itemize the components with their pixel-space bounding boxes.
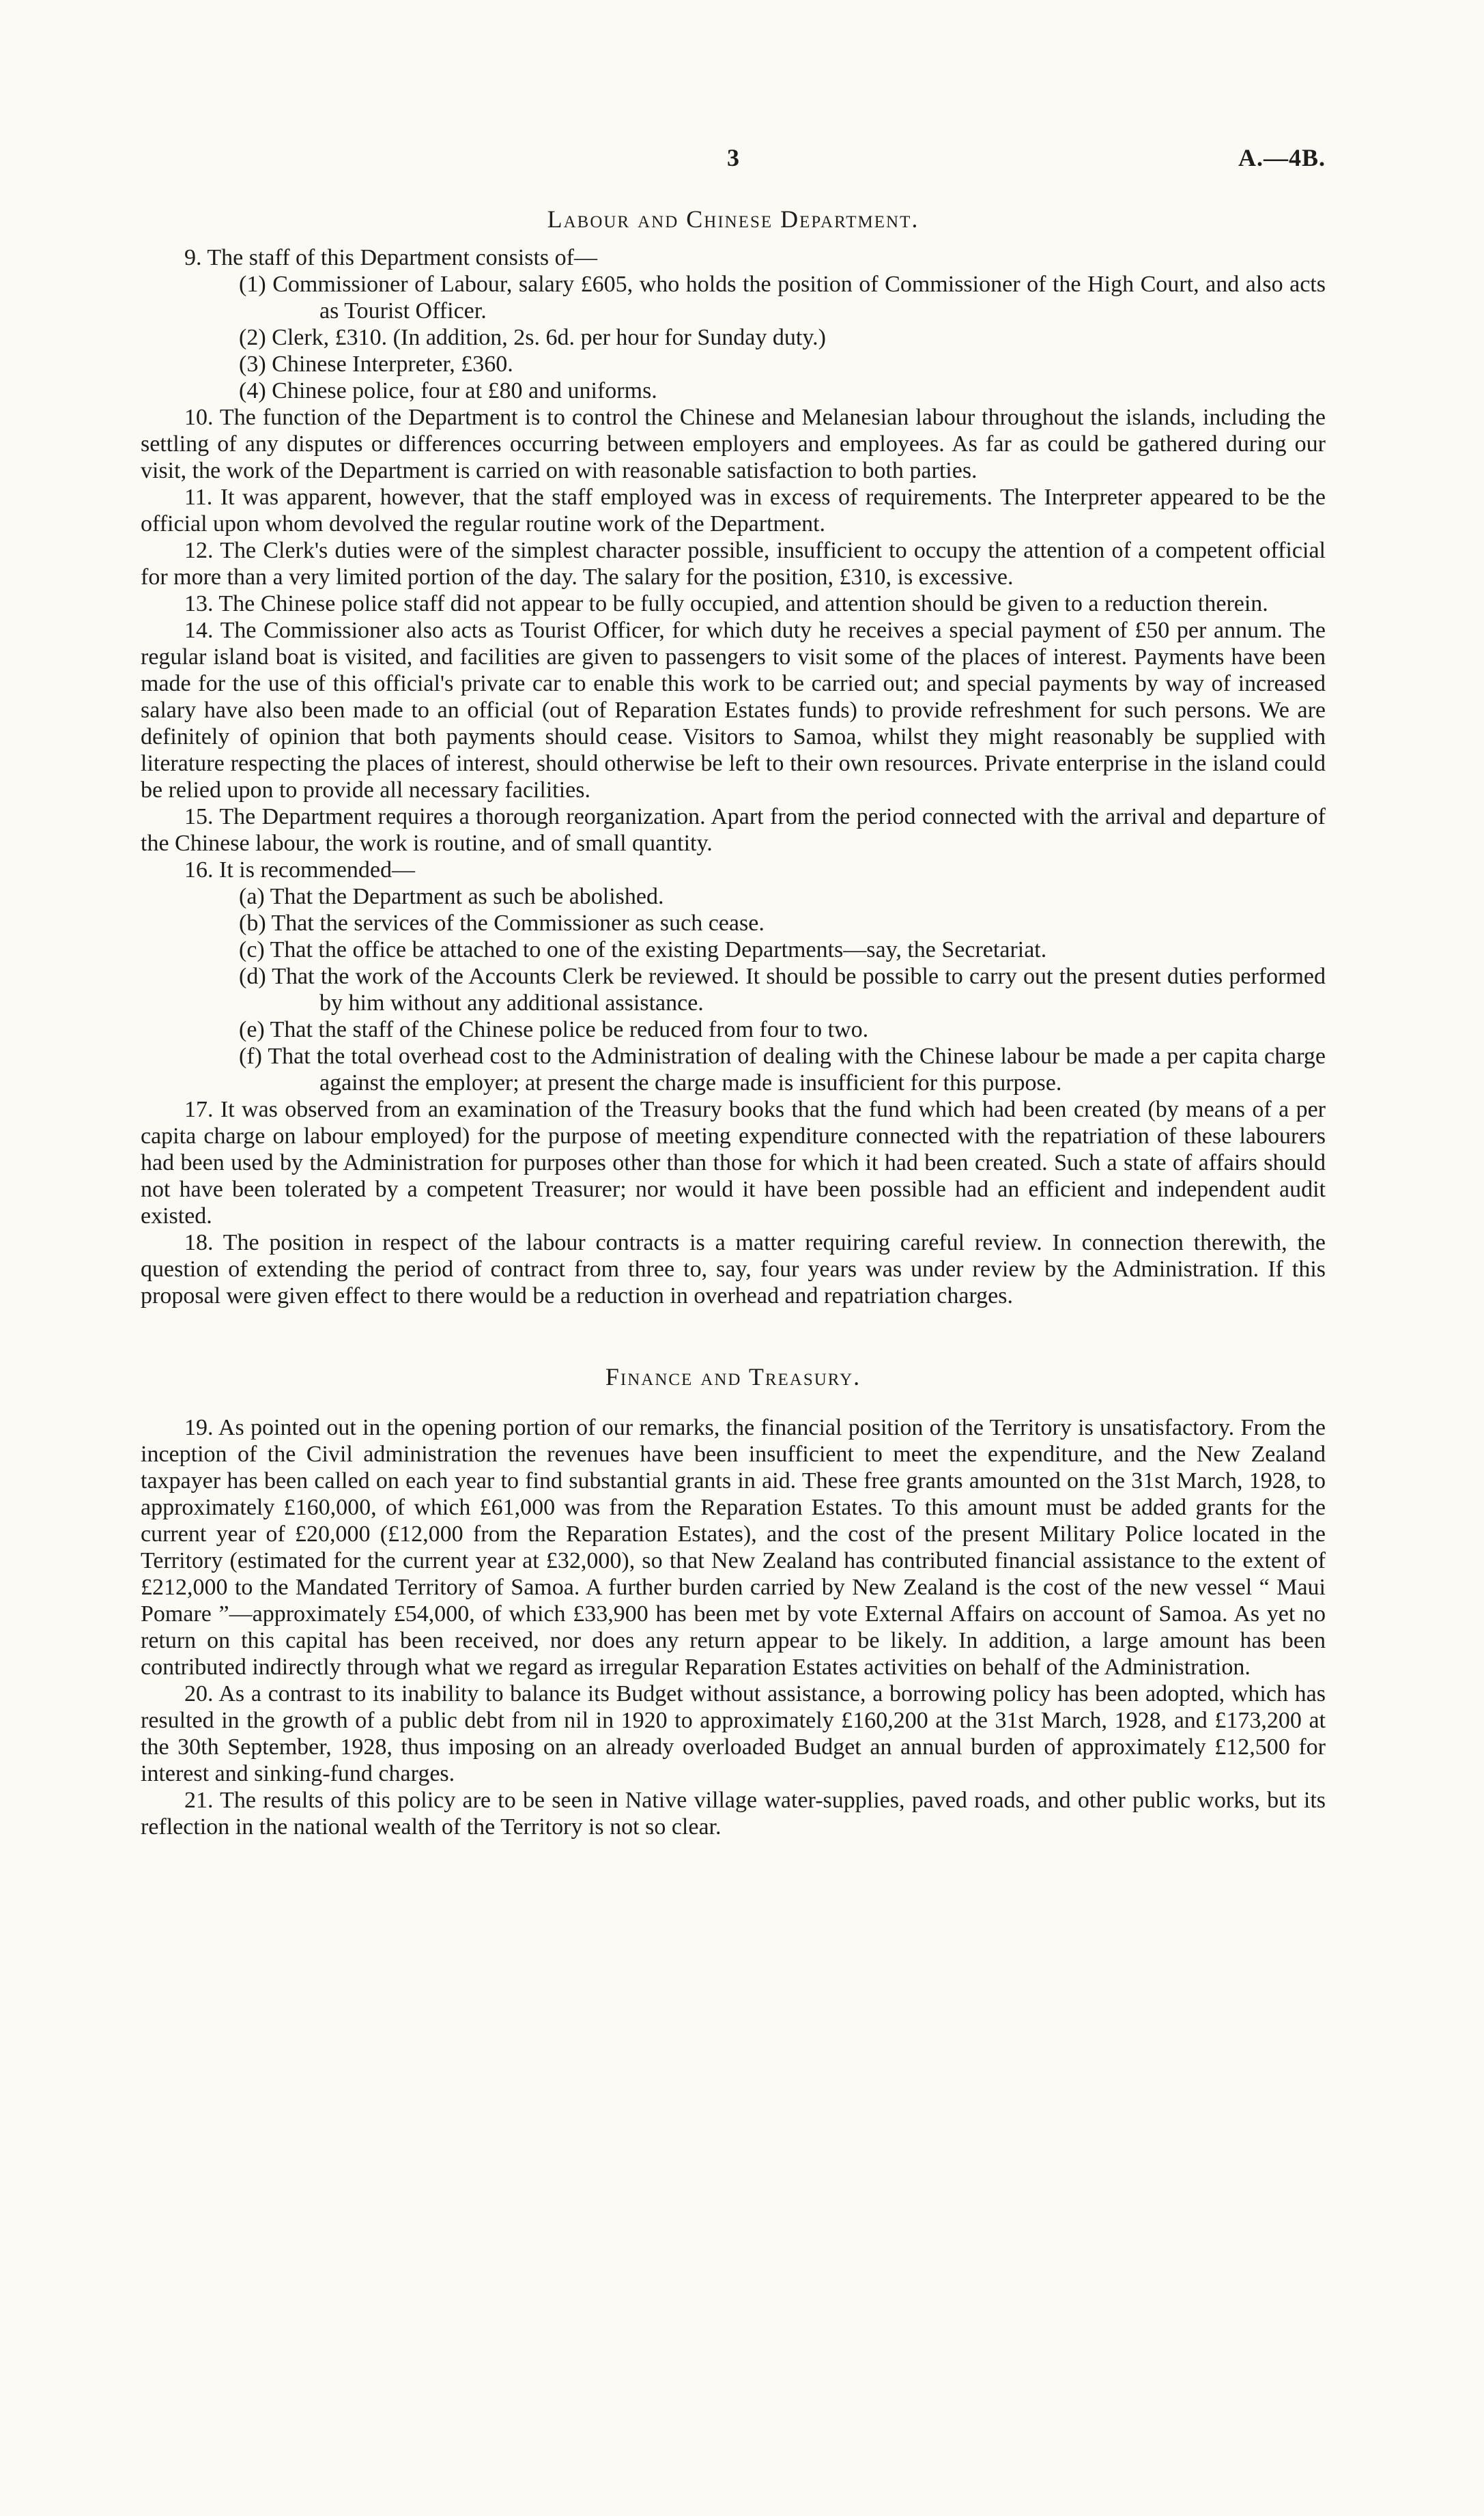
paragraph-18: 18. The position in respect of the labour contracts is a matter requiring careful review. In connection therewith, the question of extending the period of contract from three to, say, four years was under review by the Administration. If this proposal were given effect to there would be a reduction in overhead and repatriation charges. (141, 1230, 1326, 1309)
list-item-3: (3) Chinese Interpreter, £360. (239, 352, 513, 377)
paragraph-9: 9. The staff of this Department consists of— (184, 245, 597, 270)
list-item-b: (b) That the services of the Commissioner as such cease. (239, 911, 765, 936)
list-item-d: (d) That the work of the Accounts Clerk be reviewed. It should be possible to carry out the present duties performed by him without any additional assistance. (239, 964, 1326, 1016)
paragraph-14: 14. The Commissioner also acts as Tourist Officer, for which duty he receives a special payment of £50 per annum. The regular island boat is visited, and facilities are given to passengers to visit some of the places of interest. Payments have been made for the use of this official's private car to enable this work to be carried out; and special payments by way of increased salary have also been made to an official (out of Reparation Estates funds) to provide refreshment for such persons. We are definitely of opinion that both payments should cease. Visitors to Samoa, whilst they might reasonably be supplied with literature respecting the places of interest, should otherwise be left to their own resources. Private enterprise in the island could be relied upon to provide all necessary facilities. (141, 618, 1326, 803)
paragraph-13: 13. The Chinese police staff did not appear to be fully occupied, and attention should be given to a reduction therein. (184, 591, 1268, 616)
paragraph-20: 20. As a contrast to its inability to balance its Budget without assistance, a borrowing policy has been adopted, which has resulted in the growth of a public debt from nil in 1920 to approximately £160,200 at the 31st March, 1928, and £173,200 at the 30th September, 1928, thus imposing on an already overloaded Budget an annual burden of approximately £12,500 for interest and sinking-fund charges. (141, 1681, 1326, 1786)
section-title-labour-and-chinese-department: Labour and Chinese Department. (547, 205, 919, 233)
page-header (141, 143, 1326, 175)
list-item-a: (a) That the Department as such be abolished. (239, 884, 664, 909)
paragraph-19: 19. As pointed out in the opening portion of our remarks, the financial position of the Territory is unsatisfactory. From the inception of the Civil administration the revenues have been insufficient to meet the expenditure, and the New Zealand taxpayer has been called on each year to find substantial grants in aid. These free grants amounted on the 31st March, 1928, to approximately £160,000, of which £61,000 was from the Reparation Estates. To this amount must be added grants for the current year of £20,000 (£12,000 from the Reparation Estates), and the cost of the present Military Police located in the Territory (estimated for the current year at £32,000), so that New Zealand has contributed financial assistance to the extent of £212,000 to the Mandated Territory of Samoa. A further burden carried by New Zealand is the cost of the new vessel “ Maui Pomare ”—approximately £54,000, of which £33,900 has been met by vote External Affairs on account of Samoa. As yet no return on this capital has been received, nor does any return appear to be likely. In addition, a large amount has been contributed indirectly through what we regard as irregular Reparation Estates activities on behalf of the Administration. (141, 1415, 1326, 1680)
paper-reference: A.—4B. (1238, 144, 1326, 171)
paragraph-17: 17. It was observed from an examination of the Treasury books that the fund which had been created (by means of a per capita charge on labour employed) for the purpose of meeting expenditure connected with the repatriation of these labourers had been used by the Administration for purposes other than those for which it had been created. Such a state of affairs should not have been tolerated by a competent Treasurer; nor would it have been possible had an efficient and independent audit existed. (141, 1097, 1326, 1229)
paragraph-10: 10. The function of the Department is to control the Chinese and Melanesian labour throughout the islands, including the settling of any disputes or differences occurring between employers and employees. As far as could be gathered during our visit, the work of the Department is carried on with reasonable satisfaction to both parties. (141, 405, 1326, 483)
paragraph-12: 12. The Clerk's duties were of the simplest character possible, insufficient to occupy the attention of a competent official for more than a very limited portion of the day. The salary for the position, £310, is excessive. (141, 538, 1326, 590)
list-item-4: (4) Chinese police, four at £80 and uniforms. (239, 378, 657, 403)
page-number: 3 (727, 144, 739, 171)
paragraph-16: 16. It is recommended— (184, 857, 416, 883)
list-item-2: (2) Clerk, £310. (In addition, 2s. 6d. per hour for Sunday duty.) (239, 325, 826, 350)
list-item-1: (1) Commissioner of Labour, salary £605, who holds the position of Commissioner of the High Court, and also acts as Tourist Officer. (239, 272, 1326, 324)
list-item-e: (e) That the staff of the Chinese police be reduced from four to two. (239, 1017, 869, 1042)
list-item-c: (c) That the office be attached to one of the existing Departments—say, the Secretariat. (239, 937, 1047, 962)
section-title-finance-and-treasury: Finance and Treasury. (605, 1363, 861, 1390)
list-item-f: (f) That the total overhead cost to the Administration of dealing with the Chinese labour be made a per capita charge against the employer; at present the charge made is insufficient for this purpose. (239, 1044, 1326, 1096)
paragraph-11: 11. It was apparent, however, that the staff employed was in excess of requirements. The Interpreter appeared to be the official upon whom devolved the regular routine work of the Department. (141, 485, 1326, 537)
paragraph-21: 21. The results of this policy are to be seen in Native village water-supplies, paved roads, and other public works, but its reflection in the national wealth of the Territory is not so clear. (141, 1788, 1326, 1840)
paragraph-15: 15. The Department requires a thorough reorganization. Apart from the period connected with the arrival and departure of the Chinese labour, the work is routine, and of small quantity. (141, 804, 1326, 856)
